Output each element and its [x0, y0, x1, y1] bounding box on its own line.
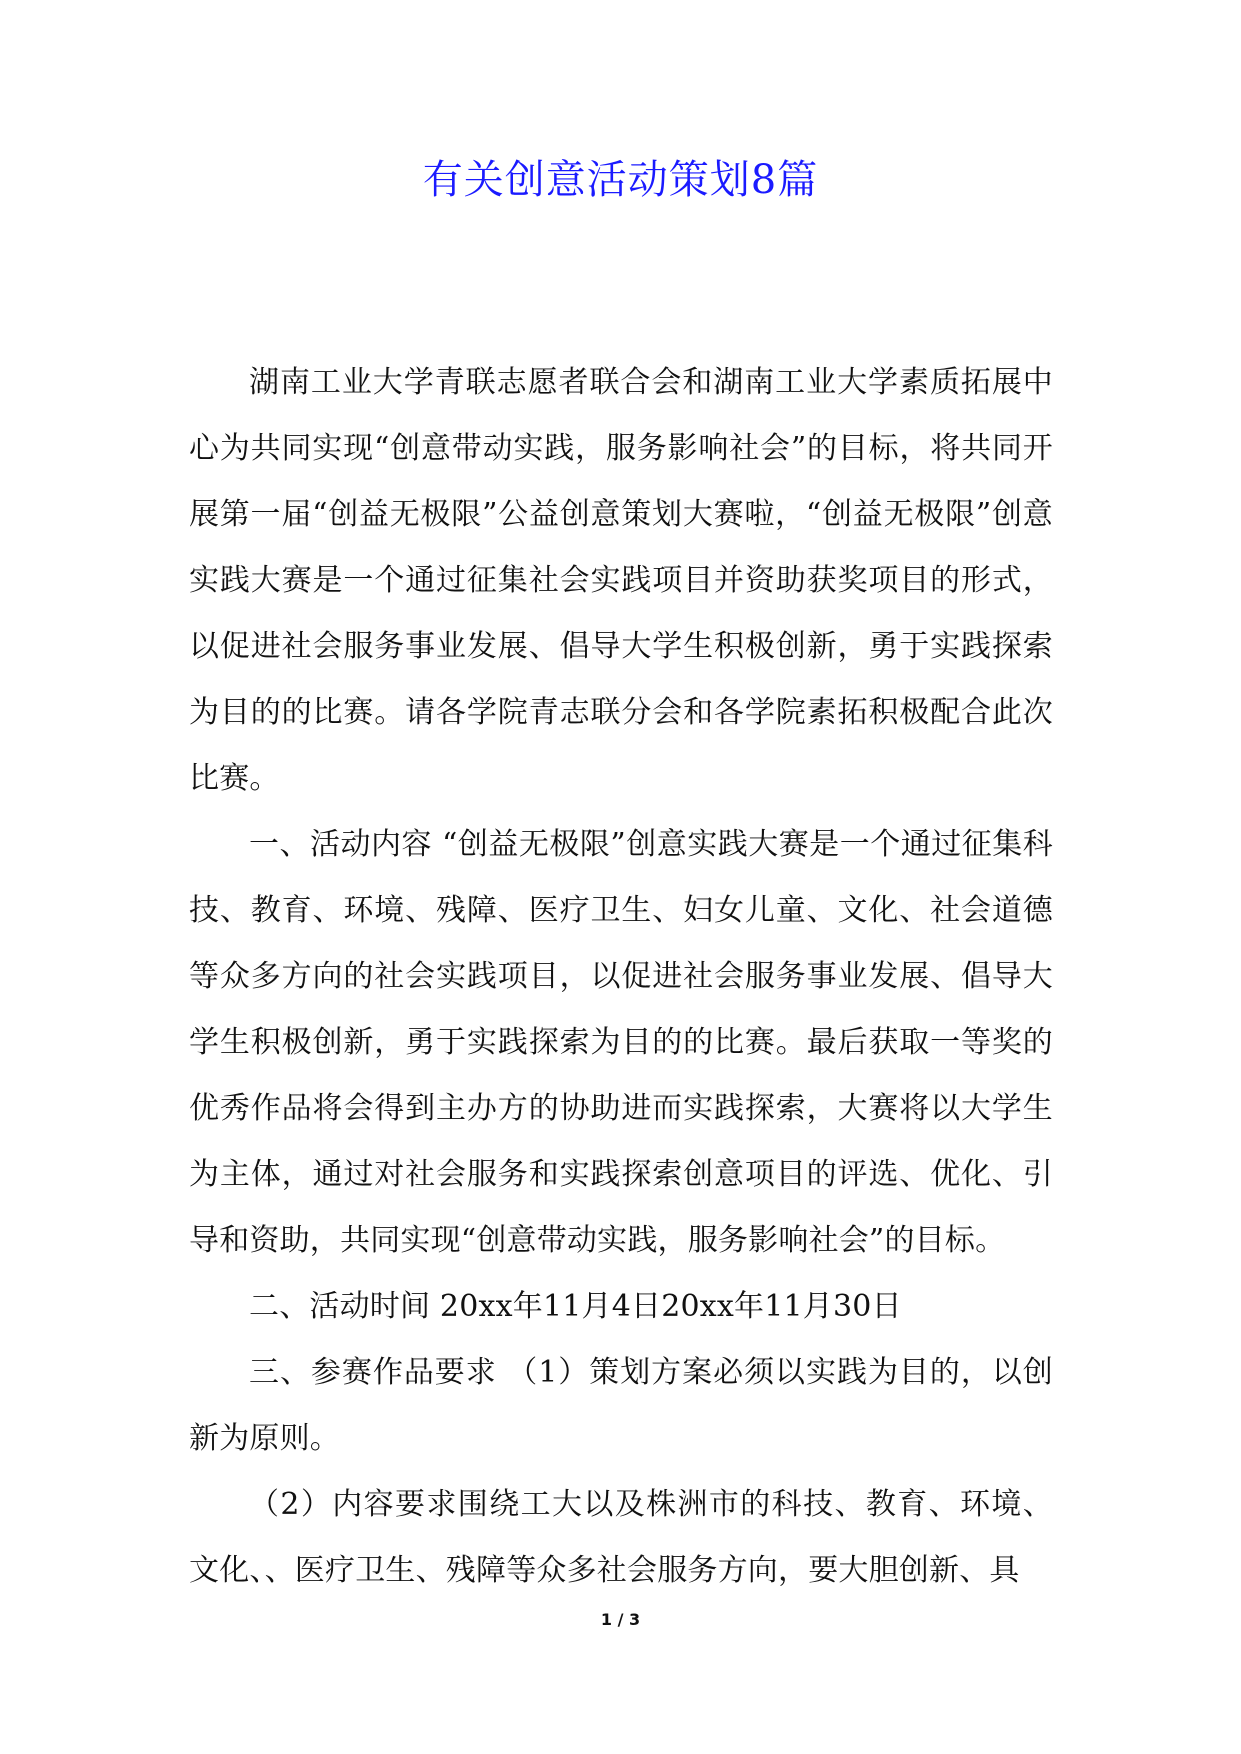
- paragraph-activity-content: 一、活动内容 “创益无极限”创意实践大赛是一个通过征集科技、教育、环境、残障、医疗卫生、妇女儿童、文化、社会道德等众多方向的社会实践项目，以促进社会服务事业发展、倡导大学生积极创新，勇于实践探索为目的的比赛。最后获取一等奖的优秀作品将会得到主办方的协助进而实践探索，大赛将以大学生为主体，通过对社会服务和实践探索创意项目的评选、优化、引导和资助，共同实现“创意带动实践，服务影响社会”的目标。: [189, 827, 1053, 1258]
- paragraph-content-requirements: （2）内容要求围绕工大以及株洲市的科技、教育、环境、文化、、医疗卫生、残障等众多社会服务方向，要大胆创新、具: [189, 1487, 1053, 1588]
- page-number: 1 / 3: [600, 1610, 641, 1629]
- document-title: 有关创意活动策划8篇: [422, 157, 819, 203]
- paragraph-entry-requirements: 三、参赛作品要求 （1）策划方案必须以实践为目的，以创新为原则。: [189, 1355, 1053, 1456]
- paragraph-activity-time: 二、活动时间 20xx年11月4日20xx年11月30日: [249, 1289, 902, 1324]
- document-body: [189, 350, 1053, 1604]
- paragraph-intro: 湖南工业大学青联志愿者联合会和湖南工业大学素质拓展中心为共同实现“创意带动实践，服务影响社会”的目标，将共同开展第一届“创益无极限”公益创意策划大赛啦，“创益无极限”创意实践大赛是一个通过征集社会实践项目并资助获奖项目的形式，以促进社会服务事业发展、倡导大学生积极创新，勇于实践探索为目的的比赛。请各学院青志联分会和各学院素拓积极配合此次比赛。: [189, 365, 1053, 796]
